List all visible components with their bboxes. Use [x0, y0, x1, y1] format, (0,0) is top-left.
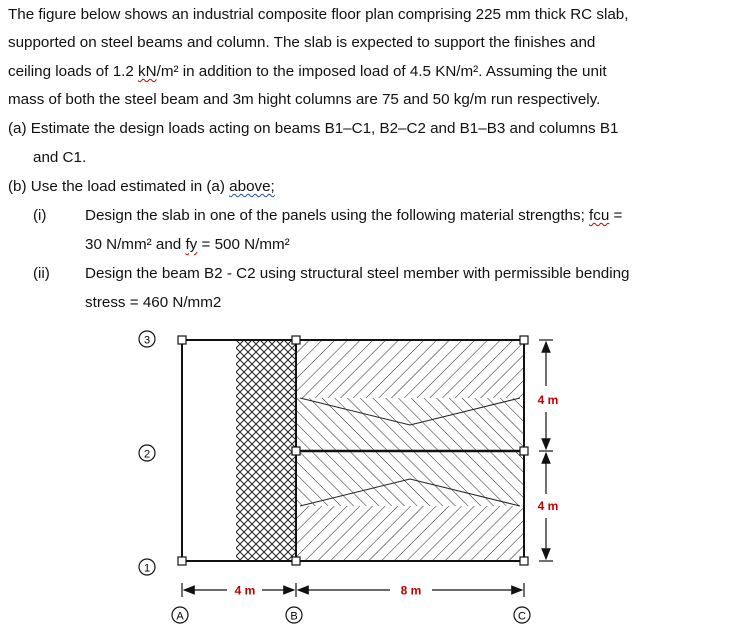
grid-label-1: 1 [143, 562, 151, 575]
grid-label-b: B [290, 610, 298, 623]
dimension-lines-horizontal [182, 583, 524, 597]
item-i-fy: fy [185, 236, 198, 253]
item-ii-number: (ii) [33, 265, 50, 282]
item-ii-line-1: Design the beam B2 - C2 using structural steel member with permissible bending [85, 265, 630, 282]
grid-label-c: C [518, 610, 526, 623]
panel-top-hatch [296, 340, 524, 398]
intro-line-3a: ceiling loads of 1.2 [8, 63, 139, 80]
dimension-label-lower: 4 m [537, 499, 559, 513]
item-i-text-a: Design the slab in one of the panels using the following material strengths; [85, 207, 590, 224]
dimension-lines-vertical [539, 340, 553, 561]
item-i-l2a: 30 N/mm² and [85, 236, 186, 253]
item-i-number: (i) [33, 207, 47, 224]
part-b-link: above; [229, 178, 275, 195]
grid-label-a: A [176, 610, 184, 623]
dimension-label-bc: 8 m [400, 583, 422, 598]
intro-line-3-kn: kN [138, 63, 157, 80]
part-b-lead: (b) Use the load estimated in (a) [8, 178, 230, 195]
item-i-text-b: = [609, 207, 623, 224]
item-ii-line-2: stress = 460 N/mm2 [85, 294, 222, 311]
intro-line-4: mass of both the steel beam and 3m hight columns are 75 and 50 kg/m run respectively. [8, 91, 601, 108]
dimension-label-upper: 4 m [537, 393, 559, 407]
grid-label-2: 2 [143, 448, 151, 461]
dimension-label-ab: 4 m [234, 583, 256, 598]
intro-line-3b: /m² in addition to the imposed load of 4.5 KN/m². Assuming the unit [156, 63, 607, 80]
panel-bottom-hatch [296, 506, 524, 561]
intro-line-1: The figure below shows an industrial composite floor plan comprising 225 mm thick RC slab, [8, 6, 629, 23]
item-i-l2b: = 500 N/mm² [197, 236, 290, 253]
intro-line-2: supported on steel beams and column. The slab is expected to support the finishes and [8, 34, 596, 51]
item-i-fcu: fcu [589, 207, 610, 224]
crosshatch-strip [236, 340, 296, 561]
grid-label-3: 3 [143, 334, 151, 347]
part-a-line-1: (a) Estimate the design loads acting on beams B1–C1, B2–C2 and B1–B3 and columns B1 [8, 120, 619, 137]
part-a-line-2: and C1. [33, 149, 87, 166]
